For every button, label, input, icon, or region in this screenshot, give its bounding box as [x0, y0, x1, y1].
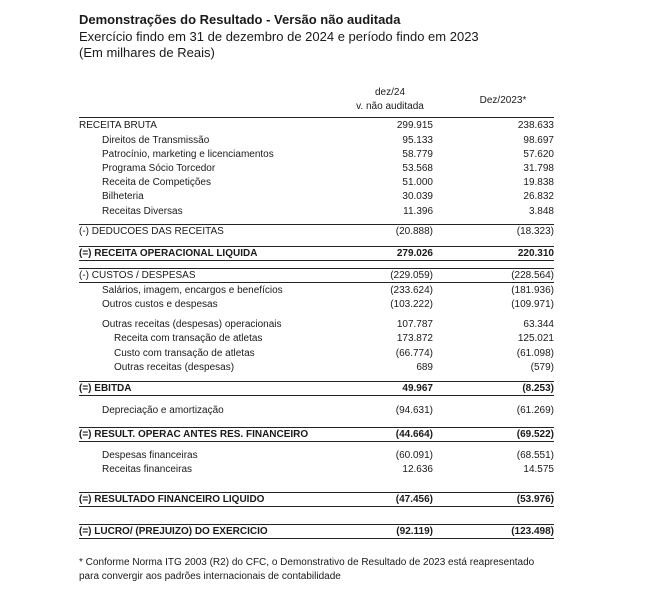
row-label: Direitos de Transmissão [102, 135, 210, 146]
row-label: Receita de Competições [102, 177, 211, 188]
value-dez24: (103.222) [390, 299, 433, 310]
row-resultado-financeiro [79, 492, 554, 507]
value-dez24: 107.787 [396, 319, 433, 330]
row-ebitda [79, 381, 554, 396]
row-depreciacao [79, 404, 554, 418]
row-label: (=) RECEITA OPERACIONAL LIQUIDA [79, 248, 258, 259]
row-custo-atletas [79, 347, 554, 361]
row-receitas-financeiras [79, 463, 554, 477]
value-dez23: (109.971) [511, 299, 554, 310]
value-dez24: (94.631) [395, 405, 433, 416]
row-patrocinio [79, 148, 554, 162]
row-label: Outras receitas (despesas) operacionais [102, 319, 282, 330]
value-dez24: 30.039 [402, 191, 433, 202]
value-dez24: (60.091) [395, 450, 433, 461]
row-receita-liquida [79, 246, 554, 261]
row-label: RECEITA BRUTA [79, 120, 157, 131]
value-dez23: (53.976) [516, 494, 554, 505]
value-dez23: (18.323) [516, 226, 554, 237]
row-label: Receita com transação de atletas [114, 333, 263, 344]
value-dez23: 125.021 [517, 333, 554, 344]
report-period: Exercício findo em 31 de dezembro de 2024 e período findo em 2023 [79, 29, 479, 44]
value-dez24: 11.396 [403, 206, 433, 217]
column-header-dez24-line1: dez/24 [374, 87, 406, 98]
row-label: Patrocínio, marketing e licenciamentos [102, 149, 274, 160]
value-dez23: 98.697 [523, 135, 554, 146]
value-dez23: (228.564) [511, 270, 554, 281]
row-despesas-financeiras [79, 449, 554, 463]
header-divider [79, 117, 554, 118]
row-outras-receitas [79, 361, 554, 375]
value-dez24: 279.026 [396, 248, 433, 259]
row-receita-atletas [79, 332, 554, 346]
value-dez24: (229.059) [390, 270, 433, 281]
value-dez23: 3.848 [528, 206, 554, 217]
row-label: Depreciação e amortização [102, 405, 224, 416]
value-dez23: 220.310 [517, 248, 554, 259]
value-dez24: (66.774) [395, 348, 433, 359]
value-dez23: (8.253) [522, 383, 554, 394]
row-bilheteria [79, 190, 554, 204]
row-custos-despesas [79, 268, 554, 282]
value-dez23: (181.936) [511, 285, 554, 296]
row-label: Receitas financeiras [102, 464, 193, 475]
value-dez24: (20.888) [395, 226, 433, 237]
value-dez24: (44.664) [395, 429, 433, 440]
row-lucro-prejuizo [79, 524, 554, 539]
row-label: Salários, imagem, encargos e benefícios [102, 285, 283, 296]
report-unit: (Em milhares de Reais) [79, 45, 215, 60]
row-label: (=) EBITDA [79, 383, 132, 394]
row-receitas-diversas [79, 205, 554, 219]
value-dez24: 58.779 [402, 149, 433, 160]
row-label: Receitas Diversas [102, 206, 183, 217]
column-header-dez23: Dez/2023* [479, 95, 527, 106]
value-dez23: (61.269) [516, 405, 554, 416]
row-label: Despesas financeiras [102, 450, 198, 461]
column-header-dez24 [345, 86, 435, 114]
row-competicoes [79, 176, 554, 190]
row-salarios [79, 284, 554, 298]
value-dez23: (61.098) [516, 348, 554, 359]
row-label: Bilheteria [102, 191, 144, 202]
row-outras-receitas-operacionais [79, 318, 554, 332]
row-label: Custo com transação de atletas [114, 348, 255, 359]
value-dez23: (123.498) [511, 526, 554, 537]
row-label: (-) CUSTOS / DESPESAS [79, 270, 196, 281]
value-dez24: (92.119) [396, 526, 433, 537]
value-dez23: (68.551) [516, 450, 554, 461]
row-direitos-transmissao [79, 134, 554, 148]
value-dez24: 49.967 [402, 383, 433, 394]
row-outros-custos [79, 298, 554, 312]
value-dez24: 299.915 [396, 120, 433, 131]
value-dez23: 14.575 [523, 464, 554, 475]
value-dez23: 57.620 [523, 149, 554, 160]
row-deducoes [79, 224, 554, 238]
value-dez23: 31.798 [523, 163, 554, 174]
value-dez24: 173.872 [396, 333, 433, 344]
row-label: (=) RESULTADO FINANCEIRO LIQUIDO [79, 494, 265, 505]
column-header-dez24-line2: v. não auditada [356, 101, 424, 112]
value-dez24: 689 [416, 362, 433, 373]
row-label: (=) RESULT. OPERAC ANTES RES. FINANCEIRO [79, 429, 309, 440]
value-dez23: (579) [530, 362, 554, 373]
footnote-line2: para convergir aos padrões internacionais de contabilidade [79, 571, 341, 582]
value-dez23: 63.344 [523, 319, 554, 330]
value-dez24: 12.636 [402, 464, 433, 475]
row-label: Outros custos e despesas [102, 299, 218, 310]
value-dez23: 238.633 [517, 120, 554, 131]
row-label: Programa Sócio Torcedor [102, 163, 216, 174]
row-label: (=) LUCRO/ (PREJUIZO) DO EXERCICIO [79, 526, 268, 537]
report-title: Demonstrações do Resultado - Versão não auditada [79, 12, 401, 27]
value-dez24: (233.624) [390, 285, 433, 296]
row-socio-torcedor [79, 162, 554, 176]
row-label: Outras receitas (despesas) [114, 362, 235, 373]
footnote-line1: * Conforme Norma ITG 2003 (R2) do CFC, o Demonstrativo de Resultado de 2023 está reapresentado [79, 557, 535, 568]
value-dez24: 51.000 [402, 177, 433, 188]
row-label: (-) DEDUCOES DAS RECEITAS [79, 226, 224, 237]
value-dez23: 19.838 [523, 177, 554, 188]
row-resultado-operacional [79, 427, 554, 442]
row-receita-bruta [79, 119, 554, 133]
value-dez24: 53.568 [402, 163, 433, 174]
divider [79, 282, 554, 283]
value-dez23: 26.832 [523, 191, 554, 202]
value-dez24: (47.456) [395, 494, 433, 505]
value-dez24: 95.133 [402, 135, 433, 146]
value-dez23: (69.522) [516, 429, 554, 440]
